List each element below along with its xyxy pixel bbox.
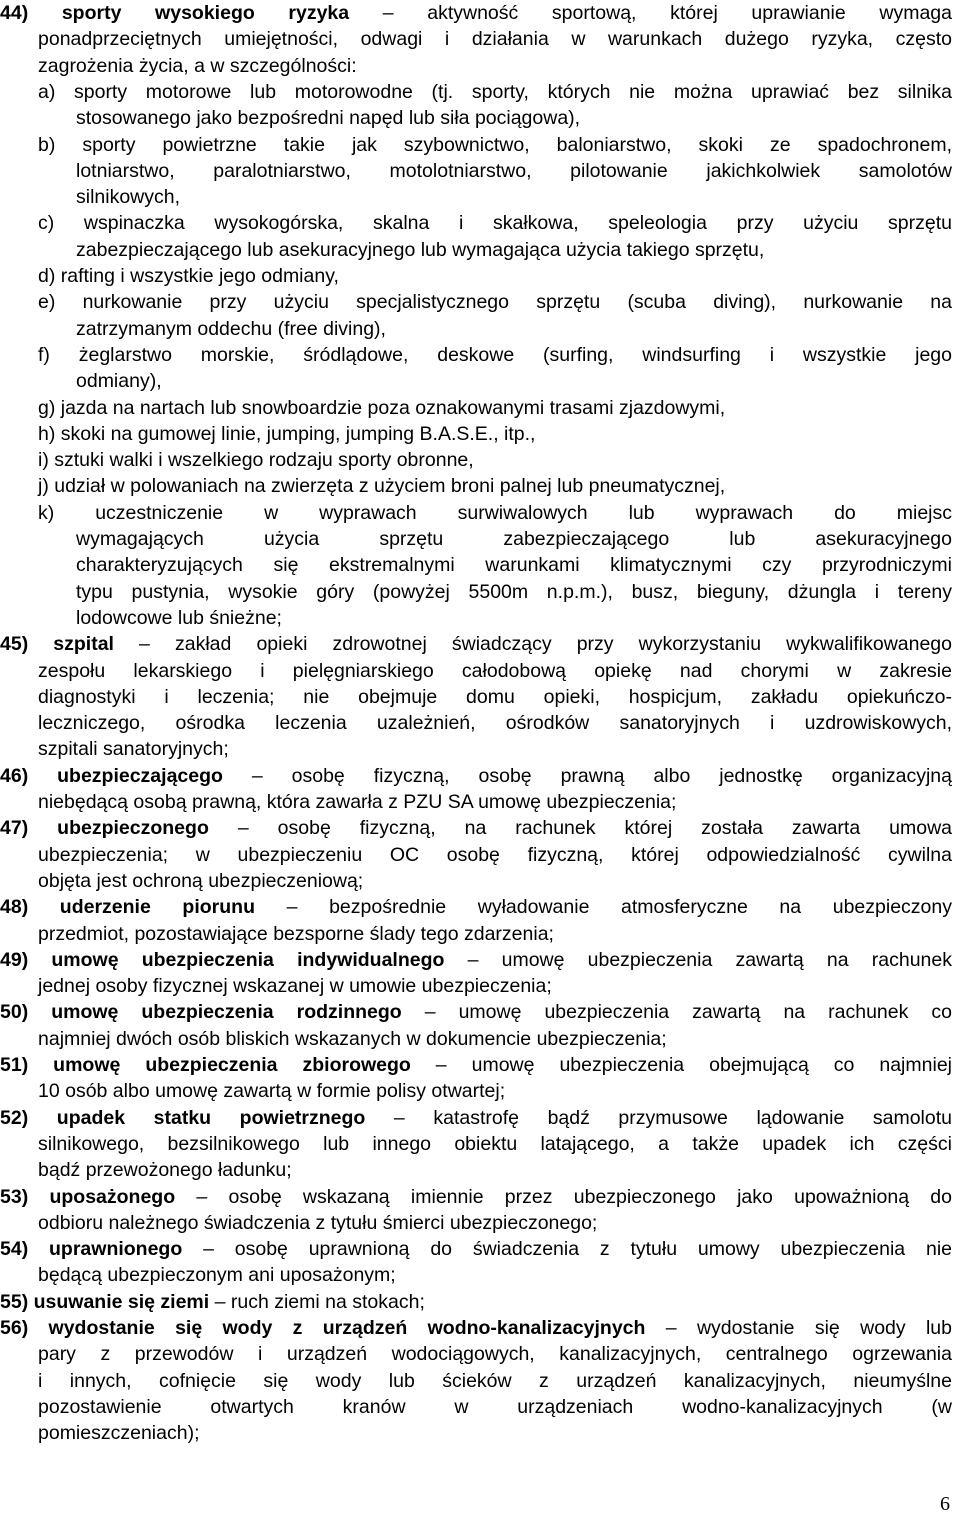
line-text: c) wspinaczka wysokogórska, skalna i skałkowa, speleologia przy użyciu sprzętu	[38, 212, 952, 235]
line-text: d) rafting i wszystkie jego odmiany,	[38, 265, 339, 287]
text-line	[76, 552, 952, 578]
item-number: 49)	[0, 948, 52, 971]
text-line	[38, 289, 952, 315]
line-text: – umowę ubezpieczenia zawartą na rachunek	[444, 948, 952, 971]
text-line	[38, 658, 952, 684]
line-text: typu pustynia, wysokie góry (powyżej 5500m n.p.m.), busz, bieguny, dżungla i tereny	[76, 580, 952, 603]
line-text: odmiany),	[76, 370, 162, 393]
text-line	[38, 263, 339, 289]
text-line	[38, 447, 474, 473]
defined-term: upadek statku powietrznego	[56, 1106, 366, 1129]
item-number: 46)	[0, 764, 58, 787]
text-line	[38, 1078, 505, 1104]
line-text: zespołu lekarskiego i pielęgniarskiego całodobową opiekę nad chorymi w zakresie	[38, 659, 952, 682]
text-line	[38, 132, 952, 158]
text-line	[76, 368, 162, 394]
line-text: jednej osoby fizycznej wskazanej w umowie ubezpieczenia;	[38, 975, 552, 998]
text-line	[76, 605, 282, 631]
line-text: i) sztuki walki i wszelkiego rodzaju sporty obronne,	[38, 449, 474, 472]
item-number: 50)	[0, 1001, 52, 1024]
text-line	[38, 921, 554, 947]
text-line	[76, 237, 764, 263]
item-number: 47)	[0, 817, 58, 840]
line-text: h) skoki na gumowej linie, jumping, jumping B.A.S.E., itp.,	[38, 422, 536, 445]
defined-term: szpital	[53, 633, 114, 656]
line-text: ubezpieczenia; w ubezpieczeniu OC osobę fizyczną, której odpowiedzialność cywilna	[38, 843, 952, 866]
defined-term: usuwanie się ziemi	[33, 1290, 210, 1313]
line-text: – aktywność sportową, której uprawianie wymaga	[349, 2, 952, 24]
item-number: 55)	[0, 1290, 34, 1313]
definition-line	[0, 1236, 952, 1262]
line-text: wymagających użycia sprzętu zabezpieczającego lub asekuracyjnego	[76, 528, 952, 550]
item-number: 51)	[0, 1054, 54, 1076]
line-text: charakteryzujących się ekstremalnymi warunkami klimatycznymi czy przyrodniczymi	[76, 554, 952, 577]
line-text: – osobę uprawnioną do świadczenia z tytułu umowy ubezpieczenia nie	[182, 1238, 952, 1261]
text-line	[38, 342, 952, 368]
text-line	[38, 1262, 396, 1288]
defined-term: ubezpieczającego	[57, 764, 223, 787]
line-text: b) sporty powietrzne takie jak szybownictwo, baloniarstwo, skoki ze spadochronem,	[38, 133, 952, 156]
line-text: g) jazda na nartach lub snowboardzie poza oznakowanymi trasami zjazdowymi,	[38, 396, 726, 419]
line-text: będącą ubezpieczonym ani uposażonym;	[38, 1264, 396, 1287]
defined-term: uprawnionego	[49, 1238, 183, 1261]
line-text: – osobę wskazaną imiennie przez ubezpieczonego jako upoważnioną do	[175, 1185, 953, 1208]
line-text: pozostawienie otwartych kranów w urządzeniach wodno-kanalizacyjnych (w	[38, 1395, 952, 1418]
defined-term: wydostanie się wody z urządzeń wodno-kanalizacyjnych	[48, 1317, 646, 1339]
definition-line	[0, 947, 952, 973]
line-text: silnikowych,	[76, 186, 181, 209]
line-text: niebędącą osobą prawną, która zawarła z PZU SA umowę ubezpieczenia;	[38, 791, 677, 813]
definition-line	[0, 1315, 952, 1341]
line-text: lodowcowe lub śnieżne;	[76, 606, 282, 629]
line-text: – katastrofę bądź przymusowe lądowanie samolotu	[365, 1106, 953, 1129]
text-line	[38, 710, 952, 736]
line-text: – osobę fizyczną, osobę prawną albo jednostkę organizacyjną	[222, 764, 952, 787]
line-text: – osobę fizyczną, na rachunek której została zawarta umowa	[208, 817, 953, 840]
item-number: 48)	[0, 896, 60, 919]
text-line	[76, 316, 386, 342]
text-line	[38, 421, 535, 447]
line-text: odbioru należnego świadczenia z tytułu śmierci ubezpieczonego;	[38, 1211, 598, 1234]
line-text: e) nurkowanie przy użyciu specjalistycznego sprzętu (scuba diving), nurkowanie na	[38, 291, 952, 314]
line-text: bądź przewożonego ładunku;	[38, 1159, 292, 1182]
item-number: 53)	[0, 1185, 50, 1208]
text-line	[38, 210, 952, 236]
defined-term: ubezpieczonego	[57, 817, 209, 840]
line-text: pomieszczeniach);	[38, 1422, 200, 1445]
text-line	[38, 79, 952, 105]
line-text: zagrożenia życia, a w szczególności:	[38, 54, 357, 77]
definition-line	[0, 763, 952, 789]
line-text: silnikowego, bezsilnikowego lub innego obiektu latającego, a także upadek ich części	[38, 1132, 952, 1155]
text-line	[38, 973, 552, 999]
line-text: i innych, cofnięcie się wody lub ścieków z urządzeń kanalizacyjnych, nieumyślne	[38, 1369, 952, 1392]
line-text: k) uczestniczenie w wyprawach surwiwalowych lub wyprawach do miejsc	[38, 501, 952, 524]
line-text: stosowanego jako bezpośredni napęd lub siła pociągowa),	[76, 107, 581, 130]
text-line	[76, 579, 952, 605]
text-line	[38, 868, 363, 894]
definition-line	[0, 631, 952, 657]
text-line	[38, 1157, 292, 1183]
line-text: a) sporty motorowe lub motorowodne (tj. sporty, których nie można uprawiać bez silnika	[38, 80, 952, 103]
definition-line	[0, 0, 952, 26]
line-text: – zakład opieki zdrowotnej świadczący przy wykorzystaniu wykwalifikowanego	[113, 633, 952, 656]
text-line	[38, 1394, 952, 1420]
defined-term: sporty wysokiego ryzyka	[61, 2, 350, 24]
line-text: szpitali sanatoryjnych;	[38, 738, 229, 761]
text-line	[38, 684, 952, 710]
text-line	[38, 1026, 667, 1052]
text-line	[38, 395, 725, 421]
definition-line	[0, 1289, 425, 1315]
text-line	[38, 1341, 952, 1367]
line-text: zabezpieczającego lub asekuracyjnego lub wymagająca użycia takiego sprzętu,	[76, 238, 765, 261]
item-number: 54)	[0, 1238, 50, 1261]
text-line	[38, 1420, 199, 1446]
line-text: pary z przewodów i urządzeń wodociągowych, kanalizacyjnych, centralnego ogrzewania	[38, 1343, 952, 1366]
line-text: 10 osób albo umowę zawartą w formie polisy otwartej;	[38, 1080, 506, 1103]
line-text: najmniej dwóch osób bliskich wskazanych w dokumencie ubezpieczenia;	[38, 1027, 667, 1050]
definition-line	[0, 999, 952, 1025]
definition-line	[0, 815, 952, 841]
definition-line	[0, 1105, 952, 1131]
line-text: – umowę ubezpieczenia zawartą na rachunek co	[401, 1001, 952, 1024]
defined-term: umowę ubezpieczenia indywidualnego	[51, 948, 445, 971]
defined-term: uderzenie piorunu	[59, 896, 255, 919]
text-line	[76, 526, 952, 552]
item-number: 45)	[0, 633, 54, 656]
definition-line	[0, 894, 952, 920]
text-line	[38, 1131, 952, 1157]
defined-term: uposażonego	[49, 1185, 176, 1208]
definition-line	[0, 1184, 952, 1210]
page-number: 6	[940, 1493, 950, 1515]
item-number: 56)	[0, 1317, 49, 1339]
line-text: f) żeglarstwo morskie, śródlądowe, deskowe (surfing, windsurfing i wszystkie jego	[38, 343, 952, 366]
item-number: 44)	[0, 2, 62, 24]
text-line	[76, 184, 180, 210]
text-line	[38, 500, 952, 526]
text-line	[76, 158, 952, 184]
line-text: objęta jest ochroną ubezpieczeniową;	[38, 869, 364, 892]
defined-term: umowę ubezpieczenia zbiorowego	[53, 1054, 411, 1076]
line-text: – bezpośrednie wyładowanie atmosferyczne na ubezpieczony	[255, 896, 952, 919]
text-line	[38, 842, 952, 868]
line-text: – umowę ubezpieczenia obejmującą co najmniej	[410, 1054, 952, 1076]
line-text: leczniczego, ośrodka leczenia uzależnień, ośrodków sanatoryjnych i uzdrowiskowych,	[38, 712, 952, 735]
line-text: ponadprzeciętnych umiejętności, odwagi i działania w warunkach dużego ryzyka, często	[38, 28, 952, 51]
line-text: przedmiot, pozostawiające bezsporne ślady tego zdarzenia;	[38, 922, 554, 945]
text-line	[38, 736, 229, 762]
line-text: zatrzymanym oddechu (free diving),	[76, 317, 386, 340]
definition-line	[0, 1052, 952, 1078]
text-line	[38, 789, 676, 815]
text-line	[38, 473, 725, 499]
defined-term: umowę ubezpieczenia rodzinnego	[51, 1001, 402, 1024]
text-line	[38, 53, 357, 79]
text-line	[38, 1210, 597, 1236]
item-number: 52)	[0, 1106, 57, 1129]
line-text: diagnostyki i leczenia; nie obejmuje domu opieki, hospicjum, zakładu opiekuńczo-	[38, 685, 952, 708]
text-line	[38, 26, 952, 52]
line-text: lotniarstwo, paralotniarstwo, motolotniarstwo, pilotowanie jakichkolwiek samolotów	[76, 159, 952, 182]
line-text: – wydostanie się wody lub	[645, 1317, 953, 1339]
line-text: j) udział w polowaniach na zwierzęta z użyciem broni palnej lub pneumatycznej,	[38, 475, 726, 498]
line-text: – ruch ziemi na stokach;	[209, 1290, 425, 1313]
text-line	[76, 105, 580, 131]
text-line	[38, 1368, 952, 1394]
